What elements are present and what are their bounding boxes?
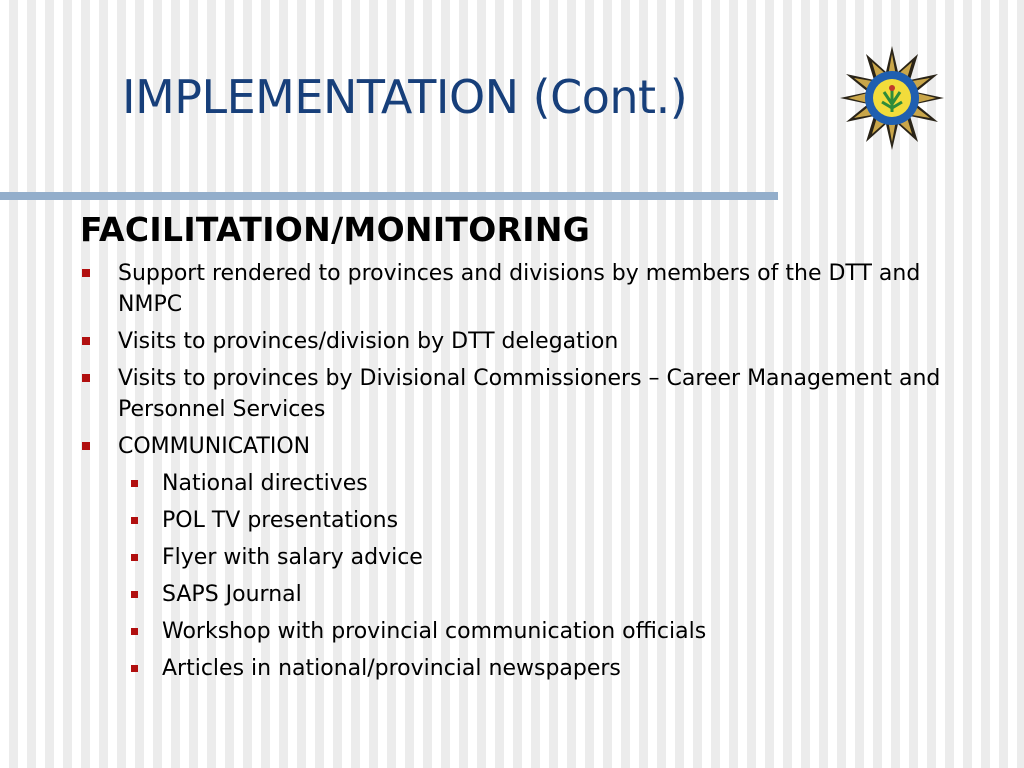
bullet-item: Visits to provinces/division by DTT delegation	[80, 326, 958, 357]
sub-bullet-item: National directives	[80, 468, 980, 499]
section-heading: FACILITATION/MONITORING	[80, 210, 591, 249]
slide-title: IMPLEMENTATION (Cont.)	[122, 70, 688, 124]
sub-bullet-item: SAPS Journal	[80, 579, 980, 610]
bullet-item: Visits to provinces by Divisional Commissioners – Career Management and Personnel Services	[80, 363, 958, 425]
police-star-emblem-icon	[838, 44, 946, 152]
sub-bullet-item: Workshop with provincial communication officials	[80, 616, 980, 647]
bullet-item: Support rendered to provinces and divisions by members of the DTT and NMPC	[80, 258, 958, 320]
sub-bullet-item: Flyer with salary advice	[80, 542, 980, 573]
bullet-list	[80, 258, 980, 684]
sub-bullet-item: Articles in national/provincial newspapers	[80, 653, 980, 684]
sub-bullet-item: POL TV presentations	[80, 505, 980, 536]
slide-content	[80, 210, 980, 690]
title-divider	[0, 192, 778, 200]
bullet-item-communication: COMMUNICATION	[80, 431, 958, 462]
